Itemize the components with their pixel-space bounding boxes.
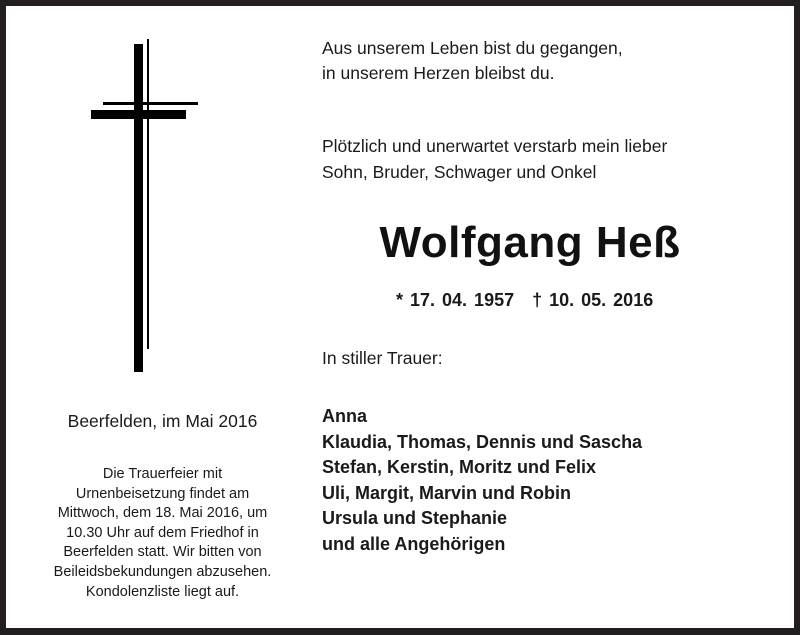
service-line: Beerfelden statt. Wir bitten von xyxy=(63,544,262,561)
mourners-list xyxy=(322,404,642,558)
life-dates xyxy=(396,290,653,311)
service-line: Mittwoch, dem 18. Mai 2016, um xyxy=(57,505,268,522)
service-line: Urnenbeisetzung findet am xyxy=(75,485,250,502)
service-info xyxy=(30,465,295,602)
announcement xyxy=(322,133,667,185)
verse-line: in unserem Herzen bleibst du. xyxy=(322,63,555,83)
service-line: 10.30 Uhr auf dem Friedhof in xyxy=(66,524,259,541)
deceased-name: Wolfgang Heß xyxy=(379,218,681,267)
verse xyxy=(322,36,623,86)
mourner: Uli, Margit, Marvin und Robin xyxy=(322,482,571,503)
announcement-line: Plötzlich und unerwartet verstarb mein lieber xyxy=(322,136,668,156)
service-line: Beileidsbekundungen abzusehen. xyxy=(53,563,272,580)
verse-line: Aus unserem Leben bist du gegangen, xyxy=(322,38,623,58)
birth-date: * 17. 04. 1957 xyxy=(396,290,515,310)
mourner: Stefan, Kerstin, Moritz und Felix xyxy=(322,457,597,478)
mourner: und alle Angehörigen xyxy=(322,533,506,554)
service-line: Die Trauerfeier mit xyxy=(102,466,223,482)
announcement-line: Sohn, Bruder, Schwager und Onkel xyxy=(322,162,597,182)
place-date: Beerfelden, im Mai 2016 xyxy=(67,411,258,431)
service-line: Kondolenzliste liegt auf. xyxy=(85,583,240,600)
mourner: Anna xyxy=(322,406,367,426)
mourning-heading: In stiller Trauer: xyxy=(322,348,443,368)
death-date: † 10. 05. 2016 xyxy=(532,290,654,310)
mourner: Klaudia, Thomas, Dennis und Sascha xyxy=(322,431,643,452)
mourner: Ursula und Stephanie xyxy=(322,508,508,529)
